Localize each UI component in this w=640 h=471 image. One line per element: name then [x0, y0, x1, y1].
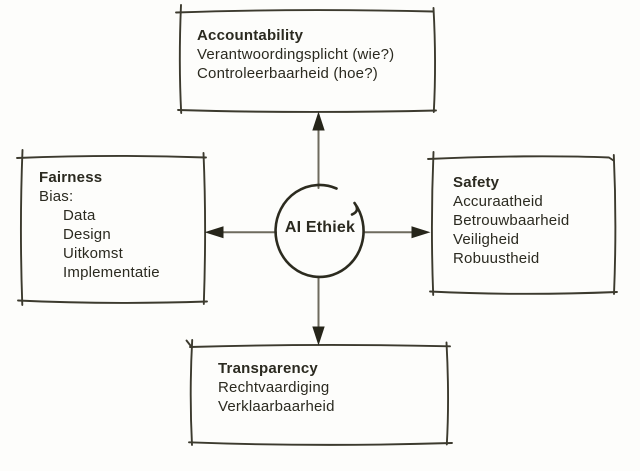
- box-edge: [18, 301, 207, 303]
- arrowhead-up: [312, 112, 324, 131]
- node-safety-line: Veiligheid: [453, 231, 520, 248]
- node-fairness-item: Implementatie: [63, 264, 160, 281]
- node-fairness-item: Uitkomst: [63, 245, 123, 262]
- box-edge: [190, 345, 450, 347]
- node-accountability-line: Verantwoordingsplicht (wie?): [197, 46, 395, 63]
- node-fairness-title: Fairness: [39, 169, 103, 186]
- node-safety-title: Safety: [453, 174, 500, 191]
- node-accountability: [197, 26, 394, 83]
- box-edge: [180, 5, 181, 113]
- connector-arrow-down: [312, 278, 324, 346]
- box-edge: [432, 152, 434, 295]
- node-fairness-item: Design: [63, 226, 111, 243]
- node-safety-line: Accuraatheid: [453, 193, 543, 210]
- box-edge: [178, 110, 436, 112]
- node-fairness: [39, 168, 160, 282]
- node-fairness-item: Data: [63, 207, 96, 224]
- box-edge: [17, 156, 206, 158]
- box-edge: [176, 10, 433, 12]
- arrowhead-down: [312, 327, 324, 346]
- node-accountability-title: Accountability: [197, 27, 304, 44]
- box-edge: [430, 292, 617, 294]
- node-transparency-title: Transparency: [218, 360, 318, 377]
- node-fairness-intro: Bias:: [39, 188, 74, 205]
- box-edge: [428, 156, 614, 160]
- box-edge: [434, 8, 436, 112]
- node-transparency-line: Rechtvaardiging: [218, 379, 330, 396]
- node-safety-line: Betrouwbaarheid: [453, 212, 570, 229]
- box-edge: [189, 442, 452, 444]
- node-accountability-line: Controleerbaarheid (hoe?): [197, 65, 378, 82]
- center-label: AI Ethiek: [284, 219, 356, 236]
- connector-arrow-up: [312, 112, 324, 189]
- arrowhead-right: [412, 226, 431, 238]
- node-safety: [453, 173, 569, 268]
- node-transparency-line: Verklaarbaarheid: [218, 398, 335, 415]
- box-edge: [191, 340, 192, 445]
- node-safety-line: Robuustheid: [453, 250, 540, 267]
- arrowhead-left: [205, 226, 224, 238]
- box-edge: [614, 155, 616, 294]
- box-edge: [204, 153, 206, 304]
- box-edge: [447, 343, 449, 445]
- node-transparency: [218, 359, 335, 416]
- box-edge: [21, 150, 23, 305]
